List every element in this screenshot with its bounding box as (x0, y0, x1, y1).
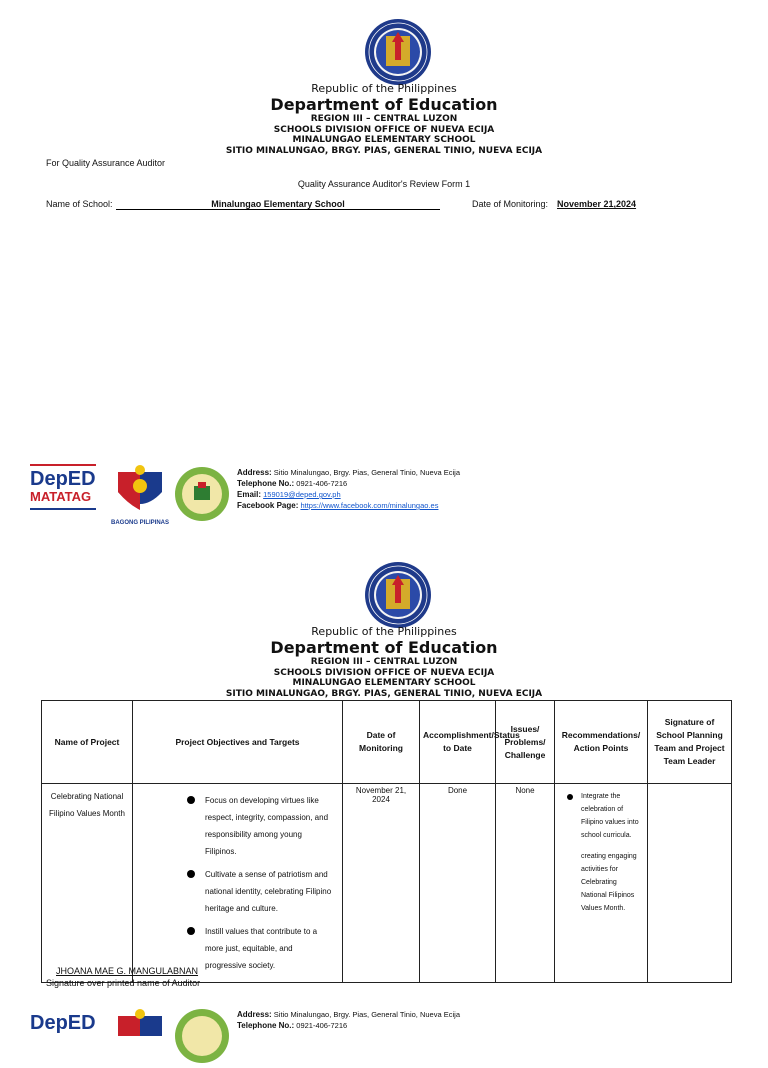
address-label: Address: (237, 468, 272, 477)
page2-footer-clip (0, 1004, 768, 1034)
form-title: Quality Assurance Auditor's Review Form 1 (297, 179, 471, 189)
bagong-pilipinas-logo (110, 462, 170, 526)
bullet-icon (567, 794, 573, 800)
facebook-link[interactable]: https://www.facebook.com/minalungao.es (300, 501, 439, 510)
department-title: Department of Education (270, 95, 498, 114)
region-line-2: REGION III – CENTRAL LUZON (310, 657, 458, 667)
bullet-icon (187, 927, 195, 935)
review-table (41, 700, 732, 983)
header-recommendations: Recommendations/ Action Points (555, 701, 648, 784)
cell-status: Done (420, 784, 496, 983)
school-seal-icon (174, 466, 230, 522)
division-line-2: SCHOOLS DIVISION OFFICE OF NUEVA ECIJA (273, 668, 495, 678)
recommendation-text: creating engaging activities for Celebrating National Filipinos Values Month. (581, 853, 637, 912)
header-date: Date of Monitoring (343, 701, 420, 784)
address-value: Sitio Minalungao, Brgy. Pias, General Tinio, Nueva Ecija (273, 468, 460, 477)
republic-line-2: Republic of the Philippines (311, 625, 457, 638)
deped-logo-text-2: DepED (30, 1012, 96, 1034)
deped-seal-icon-2 (364, 561, 432, 629)
objective-item: Cultivate a sense of patriotism and national identity, celebrating Filipino heritage and culture. (187, 866, 334, 917)
cell-date: November 21, 2024 (343, 784, 420, 983)
date-value: November 21,2024 (557, 199, 637, 209)
cell-issues: None (496, 784, 555, 983)
bullet-icon (187, 870, 195, 878)
cell-objectives (133, 784, 343, 983)
cell-project: Celebrating National Filipino Values Month (42, 784, 133, 983)
auditor-name: JHOANA MAE G. MANGULABNAN (56, 966, 199, 976)
bagong-pilipinas-emblem-icon-2 (110, 1006, 170, 1036)
for-auditor-label: For Quality Assurance Auditor (46, 158, 166, 168)
department-title-2: Department of Education (270, 638, 498, 657)
header-issues: Issues/ Problems/ Challenge (496, 701, 555, 784)
address-label-2: Address: (237, 1010, 272, 1019)
table-row (42, 784, 732, 983)
email-label: Email: (237, 490, 262, 499)
address-line: SITIO MINALUNGAO, BRGY. PIAS, GENERAL TINIO, NUEVA ECIJA (225, 146, 543, 156)
objective-item: Focus on developing virtues like respect, integrity, compassion, and responsibility among young Filipinos. (187, 792, 334, 860)
objective-item: Instill values that contribute to a more just, equitable, and progressive society. (187, 923, 334, 974)
cell-signature (648, 784, 732, 983)
deped-logo-text: DepED (30, 468, 96, 490)
bagong-pilipinas-text: BAGONG PILIPINAS (110, 520, 169, 526)
deped-matatag-logo (30, 464, 96, 526)
phone-label: Telephone No.: (237, 479, 295, 488)
school-seal-icon-2 (174, 1008, 230, 1038)
school-line: MINALUNGAO ELEMENTARY SCHOOL (292, 135, 476, 145)
division-line: SCHOOLS DIVISION OFFICE OF NUEVA ECIJA (273, 125, 495, 135)
school-line-2: MINALUNGAO ELEMENTARY SCHOOL (292, 678, 476, 688)
address-value-2: Sitio Minalungao, Brgy. Pias, General Tinio, Nueva Ecija (273, 1010, 460, 1019)
contact-block (237, 467, 460, 511)
header-signature: Signature of School Planning Team and Project Team Leader (648, 701, 732, 784)
address-line-2: SITIO MINALUNGAO, BRGY. PIAS, GENERAL TINIO, NUEVA ECIJA (225, 689, 543, 699)
table-header-row (42, 701, 732, 784)
header-project: Name of Project (42, 701, 133, 784)
cell-recommendations (555, 784, 648, 983)
recommendation-item: Integrate the celebration of Filipino values into school curricula. (567, 790, 644, 842)
matatag-text: MATATAG (30, 489, 92, 504)
phone-label-2: Telephone No.: (237, 1021, 295, 1030)
bagong-pilipinas-emblem-icon (110, 462, 170, 516)
republic-line: Republic of the Philippines (311, 82, 457, 95)
header-status: Accomplishment/Status to Date (420, 701, 496, 784)
deped-matatag-logo-2 (30, 1012, 96, 1034)
email-link[interactable]: 159019@deped.gov.ph (263, 490, 341, 499)
facebook-label: Facebook Page: (237, 501, 299, 510)
header-objectives: Project Objectives and Targets (133, 701, 343, 784)
date-label: Date of Monitoring: (472, 199, 549, 209)
contact-block-2 (237, 1009, 460, 1031)
phone-value: 0921-406-7216 (296, 479, 348, 488)
bullet-icon (187, 796, 195, 804)
page1-footer (30, 462, 730, 526)
school-name-label: Name of School: (46, 199, 113, 209)
school-name-value: Minalungao Elementary School (116, 199, 440, 210)
auditor-caption: Signature over printed name of Auditor (46, 978, 201, 988)
phone-value-2: 0921-406-7216 (296, 1021, 348, 1030)
page2-footer (30, 1004, 730, 1068)
region-line: REGION III – CENTRAL LUZON (310, 114, 458, 124)
deped-seal-icon (364, 18, 432, 86)
